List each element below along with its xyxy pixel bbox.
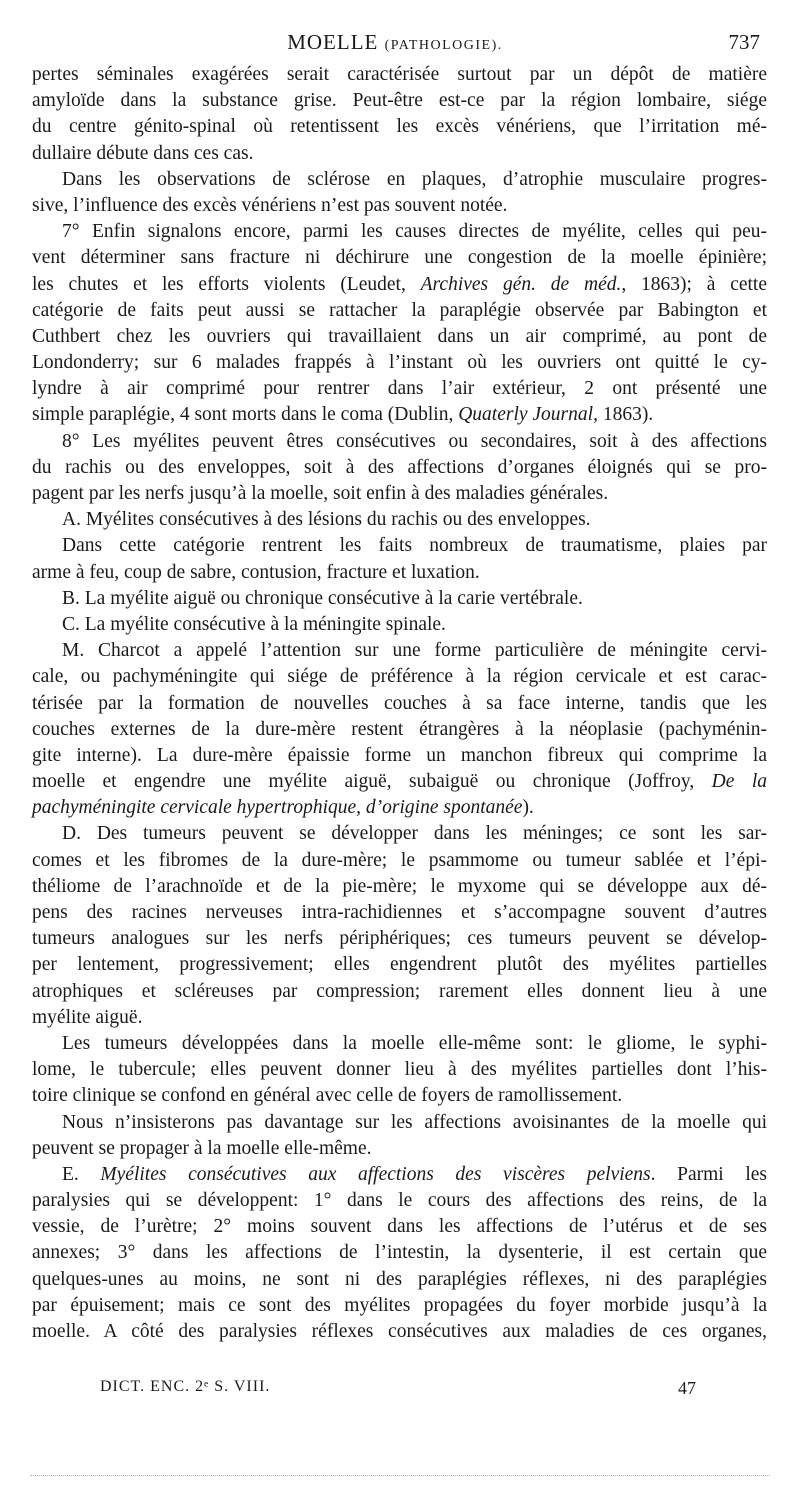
text-line: catégorie de faits peut aussi se rattacher la paraplégie observée par Babington et (32, 299, 767, 321)
text-line: 7° Enfin signalons encore, parmi les causes directes de myélite, celles qui peu- (62, 221, 767, 243)
running-title-subtitle: (PATHOLOGIE). (384, 38, 503, 53)
text-line: tumeurs analogues sur les nerfs périphériques; ces tumeurs peuvent se dévelop- (32, 928, 767, 950)
text-line: vessie, de l’urètre; 2° moins souvent dans les affections de l’utérus et de ses (32, 1216, 767, 1238)
text-line: dullaire débute dans ces cas. (32, 142, 254, 164)
printer-signature: DICT. ENC. 2ᵉ S. VIII. (100, 1378, 271, 1395)
text-line: Cuthbert chez les ouvriers qui travaillaient dans un air comprimé, au pont de (32, 325, 767, 347)
text-line: pertes séminales exagérées serait caractérisée surtout par un dépôt de matière (32, 64, 767, 85)
text-line: atrophiques et scléreuses par compression; rarement elles donnent lieu à une (32, 980, 767, 1002)
text-line: Dans les observations de sclérose en plaques, d’atrophie musculaire progres- (62, 168, 767, 190)
text-line: Londonderry; sur 6 malades frappés à l’instant où les ouvriers ont quitté le cy- (32, 352, 767, 374)
text-line: Nous n’insisterons pas davantage sur les affections avoisinantes de la moelle qui (62, 1111, 767, 1133)
running-header (30, 30, 760, 60)
text-line: térisée par la formation de nouvelles couches à sa face interne, tandis que les (32, 692, 767, 714)
text-line: du centre génito-spinal où retentissent les excès vénériens, que l’irritation mé- (32, 116, 767, 138)
text-line: 8° Les myélites peuvent êtres consécutives ou secondaires, soit à des affections (62, 430, 767, 452)
text-line: gite interne). La dure-mère épaissie forme un manchon fibreux qui comprime la (32, 744, 767, 766)
text-line: amyloïde dans la substance grise. Peut-être est-ce par la région lombaire, siége (32, 90, 767, 112)
text-line: du rachis ou des enveloppes, soit à des affections d’organes éloignés qui se pro- (32, 456, 767, 478)
text-line: pagent par les nerfs jusqu’à la moelle, soit enfin à des maladies générales. (32, 483, 609, 504)
running-title-main: MOELLE (287, 30, 379, 54)
text-line: simple paraplégie, 4 sont morts dans le coma (Dublin, Quaterly Journal, 1863). (32, 404, 654, 426)
text-line: comes et les fibromes de la dure-mère; le psammome ou tumeur sablée et l’épi- (32, 849, 767, 871)
page-number: 737 (728, 30, 760, 54)
text-line: Dans cette catégorie rentrent les faits nombreux de traumatisme, plaies par (62, 535, 767, 557)
text-line: A. Myélites consécutives à des lésions du rachis ou des enveloppes. (62, 509, 591, 531)
text-line: C. La myélite consécutive à la méningite spinale. (62, 613, 446, 635)
body-text (32, 62, 767, 1345)
bottom-dotted-rule (30, 1475, 770, 1476)
text-line: annexes; 3° dans les affections de l’intestin, la dysenterie, il est certain que (32, 1242, 767, 1264)
text-line: les chutes et les efforts violents (Leudet, Archives gén. de méd., 1863); à cette (32, 273, 768, 295)
sheet-number: 47 (678, 1378, 696, 1398)
page-footer (100, 1378, 742, 1402)
text-line: B. La myélite aiguë ou chronique consécutive à la carie vertébrale. (62, 587, 583, 609)
text-line: toire clinique se confond en général avec celle de foyers de ramollissement. (32, 1085, 623, 1107)
text-line: D. Des tumeurs peuvent se développer dans les méninges; ce sont les sar- (62, 823, 767, 845)
text-line: peuvent se propager à la moelle elle-même. (32, 1137, 372, 1159)
text-line: quelques-unes au moins, ne sont ni des paraplégies réflexes, ni des paraplégies (32, 1268, 767, 1290)
text-line: moelle et engendre une myélite aiguë, subaiguë ou chronique (Joffroy, De la (32, 771, 767, 793)
text-line: pachyméningite cervicale hypertrophique, d’origine spontanée). (32, 797, 534, 819)
text-line: per lentement, progressivement; elles engendrent plutôt des myélites partielles (32, 954, 767, 976)
text-line: E. Myélites consécutives aux affections des viscères pelviens. Parmi les (62, 1163, 767, 1185)
text-line: théliome de l’arachnoïde et de la pie-mère; le myxome qui se développe aux dé- (32, 875, 767, 897)
text-line: myélite aiguë. (32, 1006, 143, 1028)
text-line: cale, ou pachyméningite qui siége de préférence à la région cervicale et est carac- (32, 666, 767, 688)
text-line: lome, le tubercule; elles peuvent donner lieu à des myélites partielles dont l’his- (32, 1059, 767, 1081)
text-line: moelle. A côté des paralysies réflexes consécutives aux maladies de ces organes, (32, 1321, 767, 1342)
running-title (30, 30, 760, 55)
text-line: M. Charcot a appelé l’attention sur une forme particulière de méningite cervi- (62, 640, 767, 662)
text-line: sive, l’influence des excès vénériens n’est pas souvent notée. (32, 194, 508, 216)
text-line: pens des racines nerveuses intra-rachidiennes et s’accompagne souvent d’autres (32, 902, 767, 923)
text-line: vent déterminer sans fracture ni déchirure une congestion de la moelle épinière; (32, 247, 767, 269)
text-line: couches externes de la dure-mère restent étrangères à la néoplasie (pachyménin- (32, 718, 767, 740)
text-line: arme à feu, coup de sabre, contusion, fracture et luxation. (32, 561, 480, 583)
text-line: par épuisement; mais ce sont des myélites propagées du foyer morbide jusqu’à la (32, 1294, 767, 1316)
text-line: paralysies qui se développent: 1° dans le cours des affections des reins, de la (32, 1190, 767, 1212)
text-line: lyndre à air comprimé pour rentrer dans l’air extérieur, 2 ont présenté une (32, 378, 767, 400)
text-line: Les tumeurs développées dans la moelle elle-même sont: le gliome, le syphi- (62, 1032, 767, 1054)
